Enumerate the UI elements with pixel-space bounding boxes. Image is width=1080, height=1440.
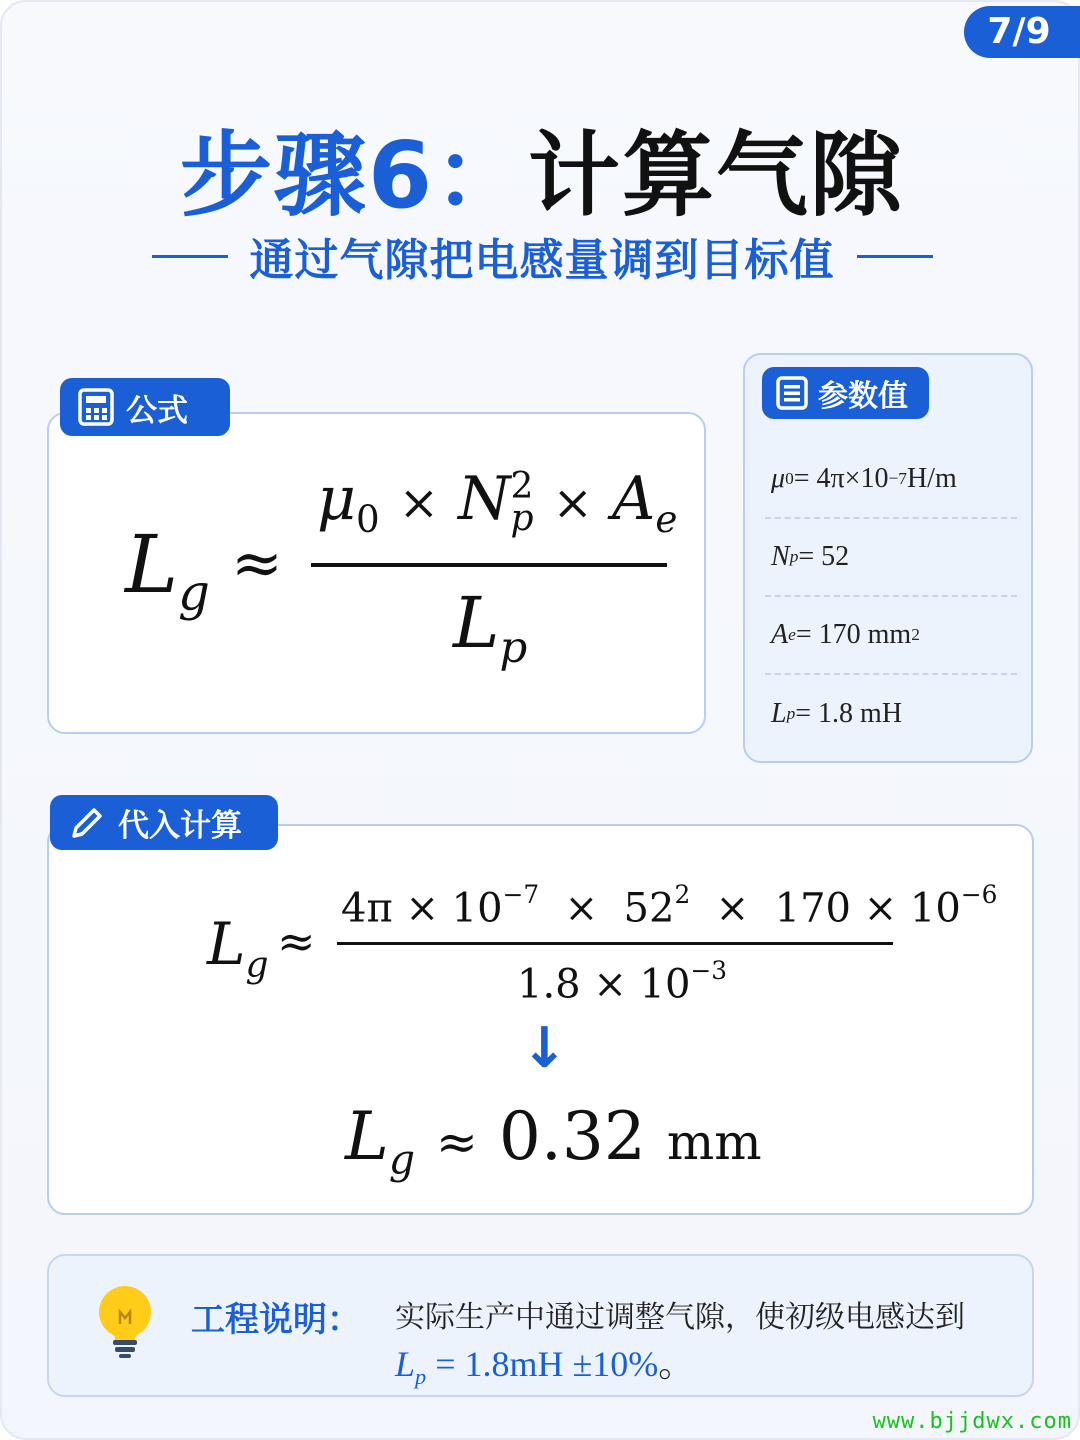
subtitle-left-line — [152, 255, 228, 258]
page-indicator-badge: 7/9 — [964, 6, 1080, 58]
note-label: 工程说明： — [191, 1300, 361, 1340]
formula-tab-label: 公式 — [126, 392, 188, 429]
calc-result: $L_g \approx 0.32$ mm — [345, 1098, 762, 1184]
down-arrow-icon: ↓ — [521, 1016, 568, 1081]
engineering-note — [47, 1254, 1034, 1397]
calculation-card — [47, 824, 1034, 1215]
formula-approx: ≈ — [231, 526, 283, 599]
param-row-ae: A e = 170 mm 2 — [765, 597, 1017, 675]
calc-fraction-bar — [337, 942, 893, 945]
params-tab-label: 参数值 — [818, 379, 908, 414]
calculator-icon — [78, 388, 114, 426]
list-icon — [776, 376, 808, 410]
param-row-np: N p = 52 — [765, 519, 1017, 597]
param-row-lp: L p = 1.8 mH — [771, 698, 903, 729]
subtitle-row — [2, 228, 1080, 284]
formula-denominator: $L_p$ — [453, 582, 528, 674]
calc-denominator: $1.8 \times 10^{-3}$ — [517, 956, 728, 1008]
site-watermark: www.bjjdwx.com — [872, 1409, 1072, 1434]
pencil-icon — [68, 804, 106, 842]
calculation-tab — [50, 795, 278, 850]
formula-card — [47, 412, 706, 734]
subtitle-right-line — [857, 255, 933, 258]
calculation-tab-label: 代入计算 — [118, 808, 242, 844]
formula-numerator: $\mu_0 \times N$ 2 p × $A_e$ — [317, 464, 678, 542]
title-step-part: 步骤6： — [179, 122, 528, 229]
formula-tab — [60, 378, 230, 436]
lightbulb-icon — [93, 1284, 157, 1360]
formula-lhs: $L_g$ — [125, 518, 210, 622]
title-topic-part: 计算气隙 — [528, 122, 905, 229]
page-subtitle: 通过气隙把电感量调到目标值 — [249, 235, 835, 286]
calc-numerator: $4\pi \times 10^{-7} \times 52^2 \times 170 \times 10^{-6}$ — [341, 880, 998, 932]
calc-approx: ≈ — [277, 914, 316, 968]
note-text: 实际生产中通过调整气隙，使初级电感达到 — [395, 1300, 965, 1335]
calc-lhs: $L_g$ — [207, 910, 269, 986]
params-tab — [762, 367, 929, 419]
formula-fraction-bar — [311, 563, 667, 567]
param-row-mu0: μ 0 = 4π×10 −7 H/m — [765, 441, 1017, 519]
note-formula: $L_p = 1.8mH \pm 10\%$。 — [395, 1344, 695, 1389]
page-title — [2, 102, 1080, 234]
